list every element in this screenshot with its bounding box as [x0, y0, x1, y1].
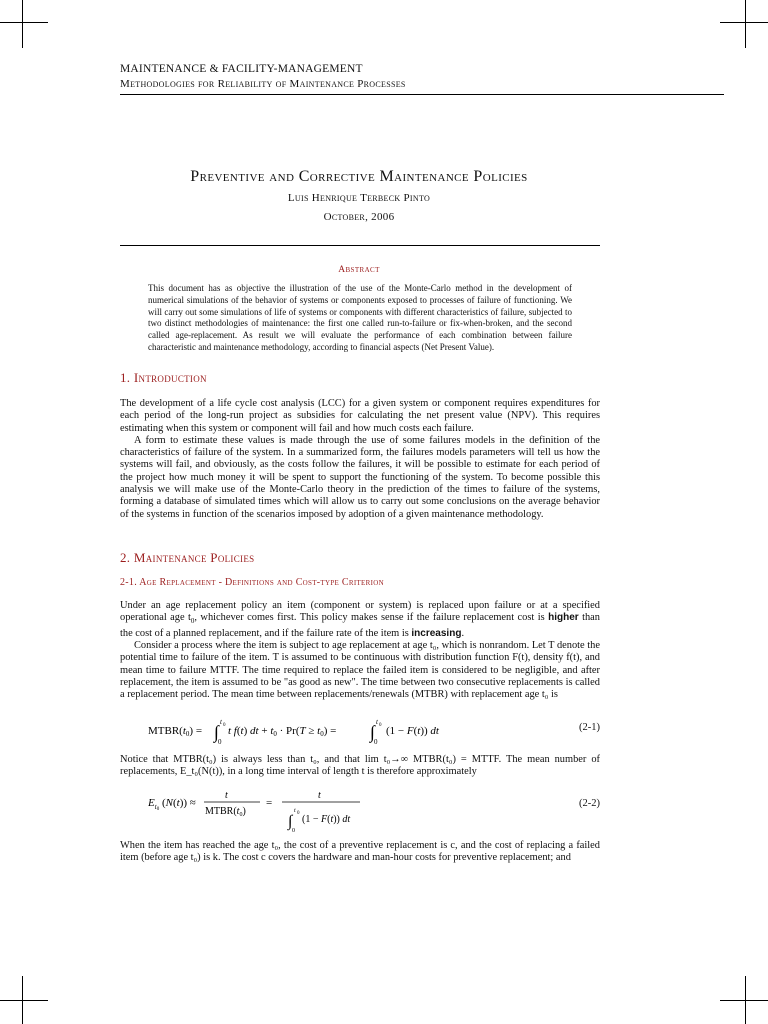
cost-paragraph — [120, 840, 600, 865]
svg-text:t: t — [225, 790, 228, 801]
svg-text:∫: ∫ — [370, 722, 375, 742]
svg-text:t: t — [220, 718, 222, 726]
svg-text:t: t — [294, 808, 296, 814]
running-header-series: Methodologies for Reliability of Maintenance Processes — [120, 78, 406, 90]
paragraph: A form to estimate these values is made through the use of some failures models in the definition of the characteristics of failure of the system. In a summarized form, the failures models parameters will tell us how the systems will fail, and obviously, as the costs follow the failures, it will be possible to estimate for each period of the project how much money it will be spent to support the functioning of the system. To become possible this analysis we will make use of the Monte-Carlo theory in the prediction of the times to failure of the systems, forming a database of simulated times which will allow us to carry out some conclusions on the average behavior of the systems in function of the scenarios imposed by adoption of a given maintenance methodology. — [120, 434, 600, 520]
crop-mark — [0, 22, 48, 23]
svg-text:0: 0 — [218, 738, 222, 746]
crop-mark — [745, 976, 746, 1024]
svg-text:t f(t) dt + t0 · Pr(T ≥ t0) =: t f(t) dt + t0 · Pr(T ≥ t0) = — [228, 725, 337, 738]
intro-body — [120, 398, 600, 521]
age-replacement-body — [120, 600, 600, 701]
equation-2-2-render — [148, 788, 408, 834]
svg-text:=: = — [266, 797, 273, 809]
emphasis-increasing: increasing — [411, 627, 462, 639]
paper-author: Luis Henrique Terbeck Pinto — [287, 192, 431, 204]
svg-text:(1 − F(t)) dt: (1 − F(t)) dt — [386, 725, 439, 737]
title-rule — [120, 245, 600, 246]
crop-mark — [720, 22, 768, 23]
svg-text:Et0 (N(t)) ≈: $E_t0$ (N(t)) ≈ — [148, 797, 196, 812]
running-header-journal: MAINTENANCE & FACILITY-MANAGEMENT — [120, 63, 363, 75]
crop-mark — [22, 0, 23, 48]
paper-title: Preventive and Corrective Maintenance Policies — [190, 168, 528, 185]
section-heading-maintenance-policies: 2. Maintenance Policies — [120, 550, 255, 565]
svg-text:t: t — [376, 718, 378, 726]
section-heading-introduction: 1. Introduction — [120, 370, 207, 385]
abstract-heading: Abstract — [338, 265, 380, 275]
svg-text:0: 0 — [223, 723, 226, 728]
subsection-heading-age-replacement: 2-1. Age Replacement - Definitions and Cost-type Criterion — [120, 577, 384, 588]
paragraph: Consider a process where the item is subject to age replacement at age t₀, which is nonrandom. Let T denote the potential time to failure of the item. T is assumed to be continuous with distribution function F(t), density f(t), and mean time to failure MTTF. The time required to replace the failed item is considered to be negligible, and after replacement, the item is assumed to be "as good as new". The time between two consecutive replacements is called a replacement period. The mean time between replacements/renewals (MTBR) with replacement age t₀ is — [120, 639, 600, 701]
svg-text:0: 0 — [374, 738, 378, 746]
paragraph: The development of a life cycle cost analysis (LCC) for a given system or component requires expenditures for each period of the long-run project as subsidies for calculating the net present value (NPV). This requires estimating when this system or component will fail and how much costs each failure. — [120, 398, 600, 434]
equation-2-2 — [120, 788, 600, 832]
paragraph: When the item has reached the age t₀, the cost of a preventive replacement is c, and the cost of replacing a failed item (before age t₀) is k. The cost c covers the hardware and man-hour costs for preventive replacement; and — [120, 840, 600, 864]
svg-text:0: 0 — [297, 811, 300, 816]
svg-text:0: 0 — [292, 828, 295, 834]
header-rule — [120, 94, 724, 95]
mtbr-remark — [120, 754, 600, 779]
svg-text:t: t — [318, 790, 321, 801]
text-run: Under an age replacement policy an item (component or system) is replaced upon failure or at a specified operational age t — [120, 600, 600, 624]
crop-mark — [0, 1000, 48, 1001]
svg-text:∫: ∫ — [214, 722, 219, 742]
equation-number: (2-1) — [579, 722, 600, 733]
paragraph: Under an age replacement policy an item (component or system) is replaced upon failure or at a specified operational age $t_0$, whichever comes first. This policy makes sense if the failure replacement cost is higher than the cost of a planned replacement, and if the failure rate of the item is increasing. — [120, 600, 600, 639]
emphasis-higher: higher — [548, 612, 579, 624]
equation-2-1-render — [148, 716, 568, 746]
svg-text:MTBR(t0) =: MTBR(t0) = — [148, 725, 203, 738]
equation-2-1 — [120, 716, 600, 744]
crop-mark — [720, 1000, 768, 1001]
paragraph: Notice that MTBR(t₀) is always less than t₀, and that lim t₀→∞ MTBR(t₀) = MTTF. The mean number of replacements, E_t₀(N(t)), in a long time interval of length t is therefore approximately — [120, 754, 600, 778]
svg-text:∫: ∫ — [288, 813, 293, 830]
crop-mark — [745, 0, 746, 48]
equation-number: (2-2) — [579, 798, 600, 809]
abstract-text: This document has as objective the illustration of the use of the Monte-Carlo method in the development of numerical simulations of the behavior of systems or components exposed to processes of failure of functioning. We will carry out some simulations of life of systems or components with different characteristics of failure, subjected to two distinct methodologies of maintenance: the first one called run-to-failure or fix-when-broken, and the second called age-replacement. As result we will evaluate the performance of each combination between failure characteristic and maintenance methodology, according to financial aspects (Net Present Value). — [148, 283, 572, 352]
text-run: than the cost of a planned replacement, and if the failure rate of the item is — [120, 612, 600, 639]
paper-date: October, 2006 — [323, 211, 395, 223]
svg-text:MTBR(t0): $MTBR(t_0)$ — [205, 806, 246, 818]
crop-mark — [22, 976, 23, 1024]
text-run: , whichever comes first. This policy makes sense if the failure replacement cost is — [194, 612, 549, 624]
svg-text:(1 − F(t)) dt: (1 − F(t)) dt — [302, 814, 351, 825]
svg-text:0: 0 — [379, 723, 382, 728]
